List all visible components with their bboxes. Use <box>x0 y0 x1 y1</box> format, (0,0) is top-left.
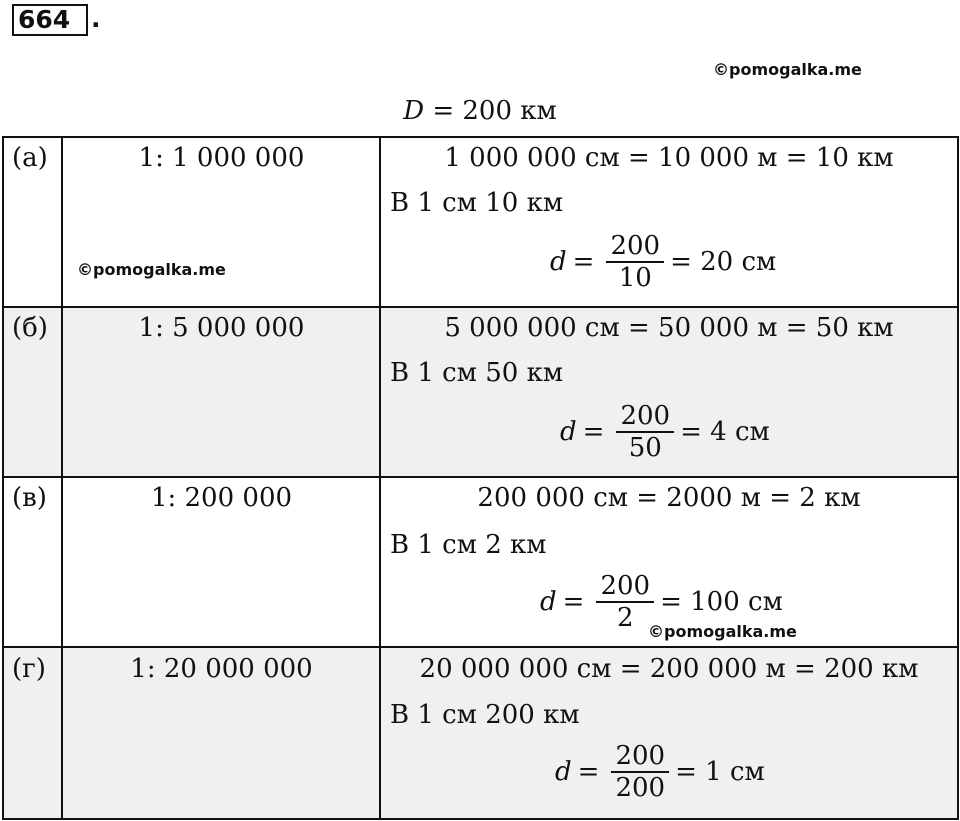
formula-fraction <box>616 401 674 463</box>
formula-lhs: d <box>540 587 557 617</box>
fraction-numerator: 200 <box>600 571 651 601</box>
formula-lhs: d <box>550 247 567 277</box>
row-label: (в) <box>12 483 47 513</box>
formula-lhs: d <box>560 417 577 447</box>
fraction-denominator: 10 <box>618 263 652 293</box>
row-conversion: 1 000 000 см = 10 000 м = 10 км <box>444 143 894 173</box>
watermark-cell: ©pomogalka.me <box>648 622 797 641</box>
row-scale: 1: 200 000 <box>150 483 293 513</box>
fraction-numerator: 200 <box>610 231 661 261</box>
formula-equals: = <box>582 417 605 447</box>
task-number-dot: . <box>91 4 101 33</box>
formula-equals: = <box>562 587 585 617</box>
given-symbol: D <box>403 96 425 126</box>
formula-result: = 1 см <box>675 757 765 787</box>
formula-fraction <box>596 571 654 633</box>
row-conversion: 200 000 см = 2000 м = 2 км <box>477 483 861 513</box>
row-conversion: 5 000 000 см = 50 000 м = 50 км <box>444 313 894 343</box>
row-label: (а) <box>12 143 48 173</box>
watermark-cell: ©pomogalka.me <box>77 260 226 279</box>
fraction-numerator: 200 <box>615 741 666 771</box>
row-scale: 1: 1 000 000 <box>138 143 305 173</box>
fraction-denominator: 200 <box>615 773 666 803</box>
row-conversion: 20 000 000 см = 200 000 м = 200 км <box>419 654 919 684</box>
task-number-box <box>12 4 88 36</box>
watermark-top: ©pomogalka.me <box>713 60 862 79</box>
formula-fraction <box>606 231 664 293</box>
task-number: 664 <box>18 5 71 34</box>
row-scale: 1: 20 000 000 <box>130 654 313 684</box>
row-in-one-cm: В 1 см 200 км <box>390 700 580 730</box>
row-scale: 1: 5 000 000 <box>138 313 305 343</box>
row-in-one-cm: В 1 см 2 км <box>390 530 547 560</box>
row-label: (б) <box>12 313 48 343</box>
row-formula <box>550 231 776 293</box>
formula-result: = 20 см <box>670 247 777 277</box>
row-in-one-cm: В 1 см 10 км <box>390 188 564 218</box>
fraction-denominator: 50 <box>628 433 662 463</box>
fraction-numerator: 200 <box>620 401 671 431</box>
formula-equals: = <box>572 247 595 277</box>
row-formula <box>555 741 765 803</box>
fraction-denominator: 2 <box>617 603 634 633</box>
formula-fraction <box>611 741 669 803</box>
row-in-one-cm: В 1 см 50 км <box>390 358 564 388</box>
formula-equals: = <box>577 757 600 787</box>
formula-result: = 4 см <box>680 417 770 447</box>
formula-lhs: d <box>555 757 572 787</box>
formula-result: = 100 см <box>660 587 783 617</box>
row-formula <box>560 401 770 463</box>
given-distance <box>0 93 960 129</box>
given-value: = 200 км <box>432 96 557 126</box>
row-label: (г) <box>12 654 46 684</box>
